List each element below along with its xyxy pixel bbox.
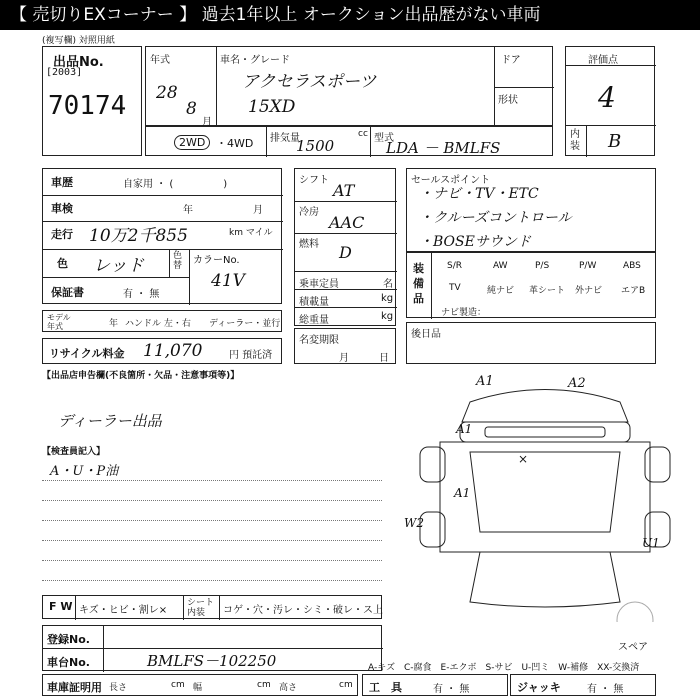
- interior-value: B: [608, 131, 622, 152]
- equip-airbag: エアB: [621, 286, 646, 296]
- sales-points-box: [406, 168, 656, 252]
- shift-label: シフト: [299, 175, 329, 186]
- model-year-row-handle: ハンドル 左・右: [125, 319, 191, 329]
- color-label: 色: [57, 257, 68, 270]
- damage-diagram: [400, 372, 690, 622]
- engine-box: [145, 126, 553, 156]
- legend: A-キズ C-腐食 E-エクボ S-サビ U-凹ミ W-補修 XX-交換済: [368, 663, 640, 673]
- sales-point-1: ・ナビ・TV・ETC: [419, 186, 539, 202]
- history-options: 自家用 ・ ( ): [123, 179, 228, 190]
- defect-fw-text: キズ・ヒビ・割レ×: [79, 605, 168, 616]
- drive-4wd: ・4WD: [216, 137, 254, 150]
- banner: 【 売切りEXコーナー 】 過去1年以上 オークション出品歴がない車両: [0, 0, 700, 30]
- cert-cm-2: cm: [257, 680, 271, 690]
- cert-row: [42, 674, 358, 696]
- cert-height: 高さ: [279, 683, 298, 693]
- jack-row: [510, 674, 656, 696]
- model-year-row: [42, 310, 282, 332]
- equip-sr: S/R: [447, 261, 462, 271]
- lot-label: 出品No.: [53, 55, 104, 70]
- equip-navi: 純ナビ: [487, 286, 515, 296]
- inspector-label: 【検査員記入】: [42, 447, 106, 457]
- score-label: 評価点: [588, 55, 618, 66]
- sales-point-2: ・クルーズコントロール: [419, 210, 572, 226]
- cert-cm-1: cm: [171, 680, 185, 690]
- equip-tv: TV: [449, 283, 461, 293]
- inspector-text: A・U・P油: [50, 464, 119, 479]
- mark-u1: U1: [642, 536, 660, 550]
- car-info-box: [145, 46, 553, 126]
- tools-options: 有 ・ 無: [433, 684, 470, 695]
- capacity-unit: 名: [383, 279, 393, 290]
- warranty-label: 保証書: [51, 286, 84, 299]
- registration-label: 登録No.: [47, 633, 90, 646]
- inspection-year: 年: [183, 205, 193, 216]
- total-weight-unit: kg: [381, 311, 394, 322]
- recycle-unit: 円 預託済: [229, 350, 273, 361]
- mark-x-top: ×: [518, 452, 529, 466]
- sales-point-3: ・BOSEサウンド: [419, 234, 531, 250]
- sales-points-label: セールスポイント: [411, 175, 491, 186]
- equipment-label: 装備品: [413, 262, 424, 305]
- defect-row: [42, 595, 382, 619]
- load-label: 積載量: [299, 297, 329, 308]
- chassis-value: BMLFS－102250: [147, 652, 277, 670]
- history-label: 車歴: [51, 176, 73, 189]
- declaration-text: ディーラー出品: [58, 412, 162, 430]
- defect-fw-label: F W: [49, 600, 73, 613]
- lot-year-tag: [2003]: [46, 67, 83, 78]
- ac-label: 冷房: [299, 207, 319, 218]
- after-day-label: 後日品: [411, 329, 441, 340]
- displacement-value: 1500: [296, 137, 335, 155]
- equip-ext-navi: 外ナビ: [575, 286, 603, 296]
- mark-a1-left: A1: [456, 422, 473, 436]
- model-year-value: 28: [156, 83, 178, 103]
- drive-2wd: 2WD: [174, 135, 210, 150]
- defect-seat-text: コゲ・穴・汚レ・シミ・破レ・ス上: [223, 605, 383, 616]
- color-no-label: カラーNo.: [193, 255, 240, 266]
- model-year-row-dealer: ディーラー・並行: [209, 319, 281, 329]
- cert-cm-3: cm: [339, 680, 353, 690]
- model-month-unit: 月: [202, 117, 212, 128]
- mileage-value: 10万2千855: [89, 226, 188, 246]
- tools-row: [362, 674, 508, 696]
- lot-box: [42, 46, 142, 156]
- shift-value: AT: [333, 181, 355, 200]
- score-box: [565, 46, 655, 156]
- recycle-value: 11,070: [143, 341, 203, 361]
- equip-ps: P/S: [535, 261, 550, 271]
- model-month-value: 8: [186, 99, 197, 119]
- displacement-label: 排気量: [270, 133, 300, 144]
- name-change-box: [294, 328, 396, 364]
- equip-abs: ABS: [623, 261, 641, 271]
- chassis-label: 車台No.: [47, 656, 90, 669]
- car-name-label: 車名・グレード: [220, 55, 290, 66]
- mark-a2-top: A2: [568, 376, 586, 391]
- name-change-day: 日: [379, 353, 389, 364]
- car-name-value: アクセラスポーツ: [242, 72, 377, 92]
- warranty-options: 有 ・ 無: [123, 289, 160, 300]
- mileage-unit: km マイル: [229, 228, 273, 238]
- model-year-row-label: モデル年式: [47, 313, 71, 331]
- recycle-row: [42, 338, 282, 364]
- inspection-month: 月: [253, 205, 263, 216]
- mileage-label: 走行: [51, 228, 73, 241]
- tools-label: 工 具: [369, 681, 402, 694]
- displacement-unit: cc: [358, 129, 368, 139]
- cert-label: 車庫証明用: [47, 681, 102, 694]
- after-day-box: [406, 322, 656, 364]
- top-note: (複写欄) 対照用紙: [42, 36, 115, 46]
- fuel-value: D: [339, 243, 352, 262]
- score-value: 4: [598, 81, 616, 114]
- capacity-label: 乗車定員: [299, 279, 339, 290]
- name-change-label: 名変期限: [299, 335, 339, 346]
- equip-aw: AW: [493, 261, 508, 271]
- shape-label: 形状: [498, 95, 518, 106]
- model-type-label: 型式: [374, 133, 394, 144]
- door-label: ドア: [501, 55, 521, 66]
- defect-seat-label: シート内装: [187, 598, 215, 618]
- equipment-box: [406, 252, 656, 318]
- ac-value: AAC: [329, 213, 365, 232]
- equip-pw: P/W: [579, 261, 597, 271]
- mark-a1-mid: A1: [454, 486, 471, 500]
- registration-box: [42, 625, 382, 671]
- color-value: レッド: [93, 256, 144, 276]
- jack-label: ジャッキ: [517, 681, 561, 694]
- basic-info-box: [42, 168, 282, 304]
- jack-options: 有 ・ 無: [587, 684, 624, 695]
- color-no-value: 41V: [211, 271, 245, 291]
- cert-width: 幅: [193, 683, 203, 693]
- inspection-label: 車検: [51, 202, 73, 215]
- declaration-label: 【出品店申告欄(不良箇所・欠品・注意事項等)】: [42, 371, 240, 381]
- lot-number: 70174: [48, 91, 127, 121]
- recycle-label: リサイクル料金: [49, 347, 125, 360]
- spare-label: スペア: [618, 642, 648, 653]
- model-year-label: 年式: [150, 55, 170, 66]
- name-change-month: 月: [339, 353, 349, 364]
- car-grade-value: 15XD: [248, 97, 296, 117]
- load-unit: kg: [381, 293, 394, 304]
- mark-w2: W2: [404, 516, 424, 530]
- total-weight-label: 総重量: [299, 315, 329, 326]
- mark-a1-top: A1: [476, 374, 494, 389]
- equip-leather: 革シート: [529, 286, 566, 296]
- model-year-row-year: 年: [109, 319, 119, 329]
- fuel-label: 燃料: [299, 239, 319, 250]
- spec-box: [294, 168, 396, 326]
- cert-length: 長さ: [109, 683, 128, 693]
- interior-label: 内装: [570, 129, 580, 152]
- navi-maker-label: ナビ製造：: [441, 308, 487, 318]
- model-type-value: LDA － BMLFS: [386, 139, 501, 157]
- color-change-label: 色替: [173, 251, 183, 271]
